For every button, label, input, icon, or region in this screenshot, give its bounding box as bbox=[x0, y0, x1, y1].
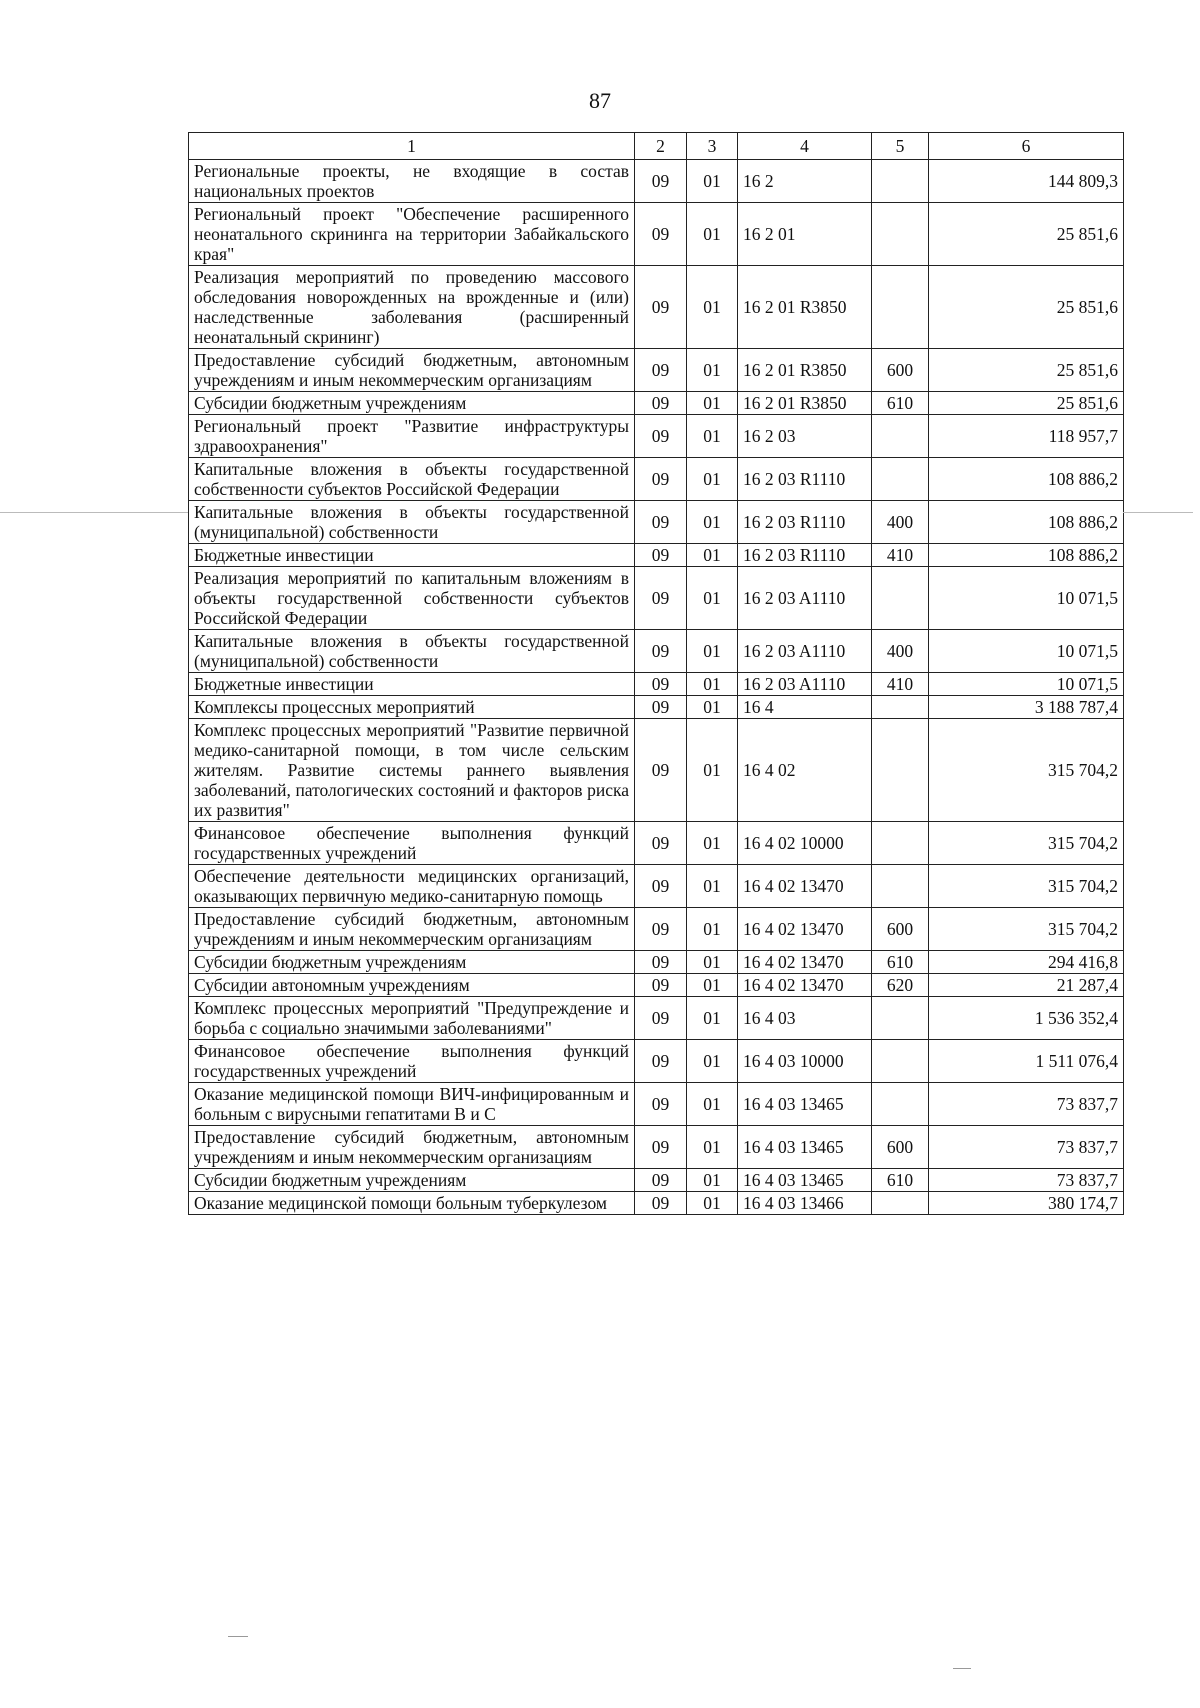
amount-cell: 10 071,5 bbox=[929, 630, 1124, 673]
code-5-cell: 410 bbox=[872, 673, 929, 696]
table-row bbox=[189, 567, 1124, 630]
amount-cell: 380 174,7 bbox=[929, 1192, 1124, 1215]
code-4-cell: 16 4 03 bbox=[738, 997, 872, 1040]
code-2-cell: 09 bbox=[635, 203, 687, 266]
code-4-cell: 16 2 03 R1110 bbox=[738, 458, 872, 501]
amount-cell: 315 704,2 bbox=[929, 822, 1124, 865]
item-name-cell: Предоставление субсидий бюджетным, автономным учреждениям и иным некоммерческим организациям bbox=[189, 349, 635, 392]
code-2-cell: 09 bbox=[635, 392, 687, 415]
table-row bbox=[189, 951, 1124, 974]
amount-cell: 10 071,5 bbox=[929, 673, 1124, 696]
header-cell-4: 4 bbox=[738, 133, 872, 160]
code-4-cell: 16 2 03 bbox=[738, 415, 872, 458]
amount-cell: 108 886,2 bbox=[929, 544, 1124, 567]
table-row bbox=[189, 997, 1124, 1040]
code-4-cell: 16 2 03 R1110 bbox=[738, 501, 872, 544]
code-5-cell bbox=[872, 997, 929, 1040]
code-2-cell: 09 bbox=[635, 266, 687, 349]
amount-cell: 25 851,6 bbox=[929, 266, 1124, 349]
table-row bbox=[189, 1040, 1124, 1083]
code-2-cell: 09 bbox=[635, 696, 687, 719]
code-5-cell: 610 bbox=[872, 1169, 929, 1192]
code-3-cell: 01 bbox=[687, 974, 738, 997]
amount-cell: 315 704,2 bbox=[929, 908, 1124, 951]
code-5-cell: 400 bbox=[872, 630, 929, 673]
amount-cell: 294 416,8 bbox=[929, 951, 1124, 974]
code-3-cell: 01 bbox=[687, 696, 738, 719]
code-4-cell: 16 4 02 13470 bbox=[738, 865, 872, 908]
item-name-cell: Комплекс процессных мероприятий "Развитие первичной медико-санитарной помощи, в том числе сельским жителям. Развитие системы раннего выявления заболеваний, патологических состояний и факторов риска их развития" bbox=[189, 719, 635, 822]
page-number: 87 bbox=[589, 88, 611, 113]
item-name-cell: Комплекс процессных мероприятий "Предупреждение и борьба с социально значимыми заболеваниями" bbox=[189, 997, 635, 1040]
code-3-cell: 01 bbox=[687, 997, 738, 1040]
item-name-cell: Региональный проект "Развитие инфраструктуры здравоохранения" bbox=[189, 415, 635, 458]
table-row bbox=[189, 865, 1124, 908]
code-4-cell: 16 4 02 bbox=[738, 719, 872, 822]
item-name-cell: Комплексы процессных мероприятий bbox=[189, 696, 635, 719]
amount-cell: 315 704,2 bbox=[929, 719, 1124, 822]
code-2-cell: 09 bbox=[635, 951, 687, 974]
code-3-cell: 01 bbox=[687, 160, 738, 203]
amount-cell: 118 957,7 bbox=[929, 415, 1124, 458]
code-2-cell: 09 bbox=[635, 567, 687, 630]
code-3-cell: 01 bbox=[687, 951, 738, 974]
code-3-cell: 01 bbox=[687, 719, 738, 822]
code-4-cell: 16 4 03 13465 bbox=[738, 1169, 872, 1192]
code-4-cell: 16 2 03 R1110 bbox=[738, 544, 872, 567]
header-cell-5: 5 bbox=[872, 133, 929, 160]
code-3-cell: 01 bbox=[687, 1192, 738, 1215]
code-4-cell: 16 2 bbox=[738, 160, 872, 203]
code-3-cell: 01 bbox=[687, 630, 738, 673]
item-name-cell: Субсидии бюджетным учреждениям bbox=[189, 951, 635, 974]
code-5-cell bbox=[872, 1192, 929, 1215]
item-name-cell: Реализация мероприятий по проведению массового обследования новорожденных на врожденные и (или) наследственные заболевания (расширенный неонатальный скрининг) bbox=[189, 266, 635, 349]
amount-cell: 1 511 076,4 bbox=[929, 1040, 1124, 1083]
amount-cell: 315 704,2 bbox=[929, 865, 1124, 908]
code-5-cell bbox=[872, 160, 929, 203]
code-2-cell: 09 bbox=[635, 997, 687, 1040]
amount-cell: 144 809,3 bbox=[929, 160, 1124, 203]
scan-artifact-mark bbox=[228, 1636, 248, 1637]
item-name-cell: Субсидии бюджетным учреждениям bbox=[189, 1169, 635, 1192]
code-3-cell: 01 bbox=[687, 673, 738, 696]
table-row bbox=[189, 719, 1124, 822]
item-name-cell: Субсидии автономным учреждениям bbox=[189, 974, 635, 997]
item-name-cell: Оказание медицинской помощи ВИЧ-инфицированным и больным с вирусными гепатитами В и С bbox=[189, 1083, 635, 1126]
code-2-cell: 09 bbox=[635, 160, 687, 203]
amount-cell: 10 071,5 bbox=[929, 567, 1124, 630]
code-5-cell: 600 bbox=[872, 349, 929, 392]
code-5-cell bbox=[872, 415, 929, 458]
amount-cell: 25 851,6 bbox=[929, 349, 1124, 392]
code-3-cell: 01 bbox=[687, 1083, 738, 1126]
code-3-cell: 01 bbox=[687, 544, 738, 567]
code-5-cell: 610 bbox=[872, 392, 929, 415]
table-row bbox=[189, 544, 1124, 567]
header-cell-2: 2 bbox=[635, 133, 687, 160]
code-5-cell: 610 bbox=[872, 951, 929, 974]
code-2-cell: 09 bbox=[635, 415, 687, 458]
code-5-cell bbox=[872, 203, 929, 266]
code-2-cell: 09 bbox=[635, 630, 687, 673]
amount-cell: 108 886,2 bbox=[929, 458, 1124, 501]
table-row bbox=[189, 1126, 1124, 1169]
code-3-cell: 01 bbox=[687, 392, 738, 415]
amount-cell: 73 837,7 bbox=[929, 1126, 1124, 1169]
item-name-cell: Бюджетные инвестиции bbox=[189, 673, 635, 696]
code-5-cell bbox=[872, 1040, 929, 1083]
item-name-cell: Реализация мероприятий по капитальным вложениям в объекты государственной собственности субъектов Российской Федерации bbox=[189, 567, 635, 630]
item-name-cell: Обеспечение деятельности медицинских организаций, оказывающих первичную медико-санитарную помощь bbox=[189, 865, 635, 908]
item-name-cell: Региональный проект "Обеспечение расширенного неонатального скрининга на территории Забайкальского края" bbox=[189, 203, 635, 266]
code-3-cell: 01 bbox=[687, 865, 738, 908]
table-row bbox=[189, 266, 1124, 349]
item-name-cell: Предоставление субсидий бюджетным, автономным учреждениям и иным некоммерческим организациям bbox=[189, 1126, 635, 1169]
amount-cell: 73 837,7 bbox=[929, 1083, 1124, 1126]
table-row bbox=[189, 349, 1124, 392]
amount-cell: 73 837,7 bbox=[929, 1169, 1124, 1192]
code-2-cell: 09 bbox=[635, 1169, 687, 1192]
code-5-cell: 410 bbox=[872, 544, 929, 567]
table-row bbox=[189, 392, 1124, 415]
code-4-cell: 16 4 03 13465 bbox=[738, 1083, 872, 1126]
table-row bbox=[189, 908, 1124, 951]
code-2-cell: 09 bbox=[635, 974, 687, 997]
code-4-cell: 16 4 03 10000 bbox=[738, 1040, 872, 1083]
code-5-cell: 600 bbox=[872, 1126, 929, 1169]
code-3-cell: 01 bbox=[687, 1126, 738, 1169]
code-5-cell bbox=[872, 719, 929, 822]
code-4-cell: 16 4 bbox=[738, 696, 872, 719]
table-row bbox=[189, 630, 1124, 673]
code-3-cell: 01 bbox=[687, 908, 738, 951]
code-2-cell: 09 bbox=[635, 822, 687, 865]
code-5-cell: 620 bbox=[872, 974, 929, 997]
item-name-cell: Бюджетные инвестиции bbox=[189, 544, 635, 567]
code-3-cell: 01 bbox=[687, 567, 738, 630]
code-3-cell: 01 bbox=[687, 349, 738, 392]
code-3-cell: 01 bbox=[687, 1169, 738, 1192]
code-3-cell: 01 bbox=[687, 458, 738, 501]
code-3-cell: 01 bbox=[687, 266, 738, 349]
amount-cell: 108 886,2 bbox=[929, 501, 1124, 544]
code-5-cell bbox=[872, 458, 929, 501]
code-3-cell: 01 bbox=[687, 203, 738, 266]
code-4-cell: 16 2 01 R3850 bbox=[738, 392, 872, 415]
header-cell-1: 1 bbox=[189, 133, 635, 160]
header-row bbox=[189, 133, 1124, 160]
amount-cell: 3 188 787,4 bbox=[929, 696, 1124, 719]
code-4-cell: 16 4 02 13470 bbox=[738, 908, 872, 951]
table-row bbox=[189, 696, 1124, 719]
header-cell-3: 3 bbox=[687, 133, 738, 160]
code-5-cell bbox=[872, 1083, 929, 1126]
code-2-cell: 09 bbox=[635, 1083, 687, 1126]
code-2-cell: 09 bbox=[635, 719, 687, 822]
code-4-cell: 16 4 02 10000 bbox=[738, 822, 872, 865]
item-name-cell: Финансовое обеспечение выполнения функций государственных учреждений bbox=[189, 1040, 635, 1083]
item-name-cell: Финансовое обеспечение выполнения функций государственных учреждений bbox=[189, 822, 635, 865]
table-row bbox=[189, 1083, 1124, 1126]
code-2-cell: 09 bbox=[635, 1192, 687, 1215]
code-4-cell: 16 2 01 bbox=[738, 203, 872, 266]
code-4-cell: 16 4 02 13470 bbox=[738, 974, 872, 997]
code-2-cell: 09 bbox=[635, 349, 687, 392]
scan-artifact-line bbox=[1123, 512, 1193, 513]
code-5-cell bbox=[872, 266, 929, 349]
code-5-cell: 400 bbox=[872, 501, 929, 544]
code-3-cell: 01 bbox=[687, 1040, 738, 1083]
code-3-cell: 01 bbox=[687, 822, 738, 865]
code-4-cell: 16 4 02 13470 bbox=[738, 951, 872, 974]
code-4-cell: 16 2 03 A1110 bbox=[738, 673, 872, 696]
code-2-cell: 09 bbox=[635, 865, 687, 908]
item-name-cell: Субсидии бюджетным учреждениям bbox=[189, 392, 635, 415]
item-name-cell: Оказание медицинской помощи больным туберкулезом bbox=[189, 1192, 635, 1215]
table-row bbox=[189, 415, 1124, 458]
table-row bbox=[189, 673, 1124, 696]
code-2-cell: 09 bbox=[635, 458, 687, 501]
code-2-cell: 09 bbox=[635, 1126, 687, 1169]
table-row bbox=[189, 822, 1124, 865]
code-2-cell: 09 bbox=[635, 544, 687, 567]
code-4-cell: 16 4 03 13465 bbox=[738, 1126, 872, 1169]
table-row bbox=[189, 974, 1124, 997]
table-row bbox=[189, 1169, 1124, 1192]
table-row bbox=[189, 458, 1124, 501]
code-5-cell bbox=[872, 696, 929, 719]
table-row bbox=[189, 1192, 1124, 1215]
amount-cell: 25 851,6 bbox=[929, 392, 1124, 415]
amount-cell: 21 287,4 bbox=[929, 974, 1124, 997]
code-5-cell bbox=[872, 567, 929, 630]
code-2-cell: 09 bbox=[635, 908, 687, 951]
code-2-cell: 09 bbox=[635, 673, 687, 696]
item-name-cell: Региональные проекты, не входящие в состав национальных проектов bbox=[189, 160, 635, 203]
code-4-cell: 16 2 03 A1110 bbox=[738, 630, 872, 673]
code-2-cell: 09 bbox=[635, 1040, 687, 1083]
scan-artifact-line bbox=[0, 512, 188, 513]
code-5-cell bbox=[872, 865, 929, 908]
amount-cell: 1 536 352,4 bbox=[929, 997, 1124, 1040]
item-name-cell: Предоставление субсидий бюджетным, автономным учреждениям и иным некоммерческим организациям bbox=[189, 908, 635, 951]
code-2-cell: 09 bbox=[635, 501, 687, 544]
code-5-cell bbox=[872, 822, 929, 865]
code-4-cell: 16 2 03 A1110 bbox=[738, 567, 872, 630]
table-row bbox=[189, 501, 1124, 544]
amount-cell: 25 851,6 bbox=[929, 203, 1124, 266]
item-name-cell: Капитальные вложения в объекты государственной (муниципальной) собственности bbox=[189, 501, 635, 544]
header-cell-6: 6 bbox=[929, 133, 1124, 160]
item-name-cell: Капитальные вложения в объекты государственной собственности субъектов Российской Федерации bbox=[189, 458, 635, 501]
code-3-cell: 01 bbox=[687, 501, 738, 544]
code-4-cell: 16 2 01 R3850 bbox=[738, 266, 872, 349]
table-row bbox=[189, 160, 1124, 203]
code-4-cell: 16 4 03 13466 bbox=[738, 1192, 872, 1215]
budget-table bbox=[188, 132, 1124, 1215]
item-name-cell: Капитальные вложения в объекты государственной (муниципальной) собственности bbox=[189, 630, 635, 673]
table-row bbox=[189, 203, 1124, 266]
code-4-cell: 16 2 01 R3850 bbox=[738, 349, 872, 392]
code-3-cell: 01 bbox=[687, 415, 738, 458]
scan-artifact-mark bbox=[953, 1668, 971, 1669]
code-5-cell: 600 bbox=[872, 908, 929, 951]
